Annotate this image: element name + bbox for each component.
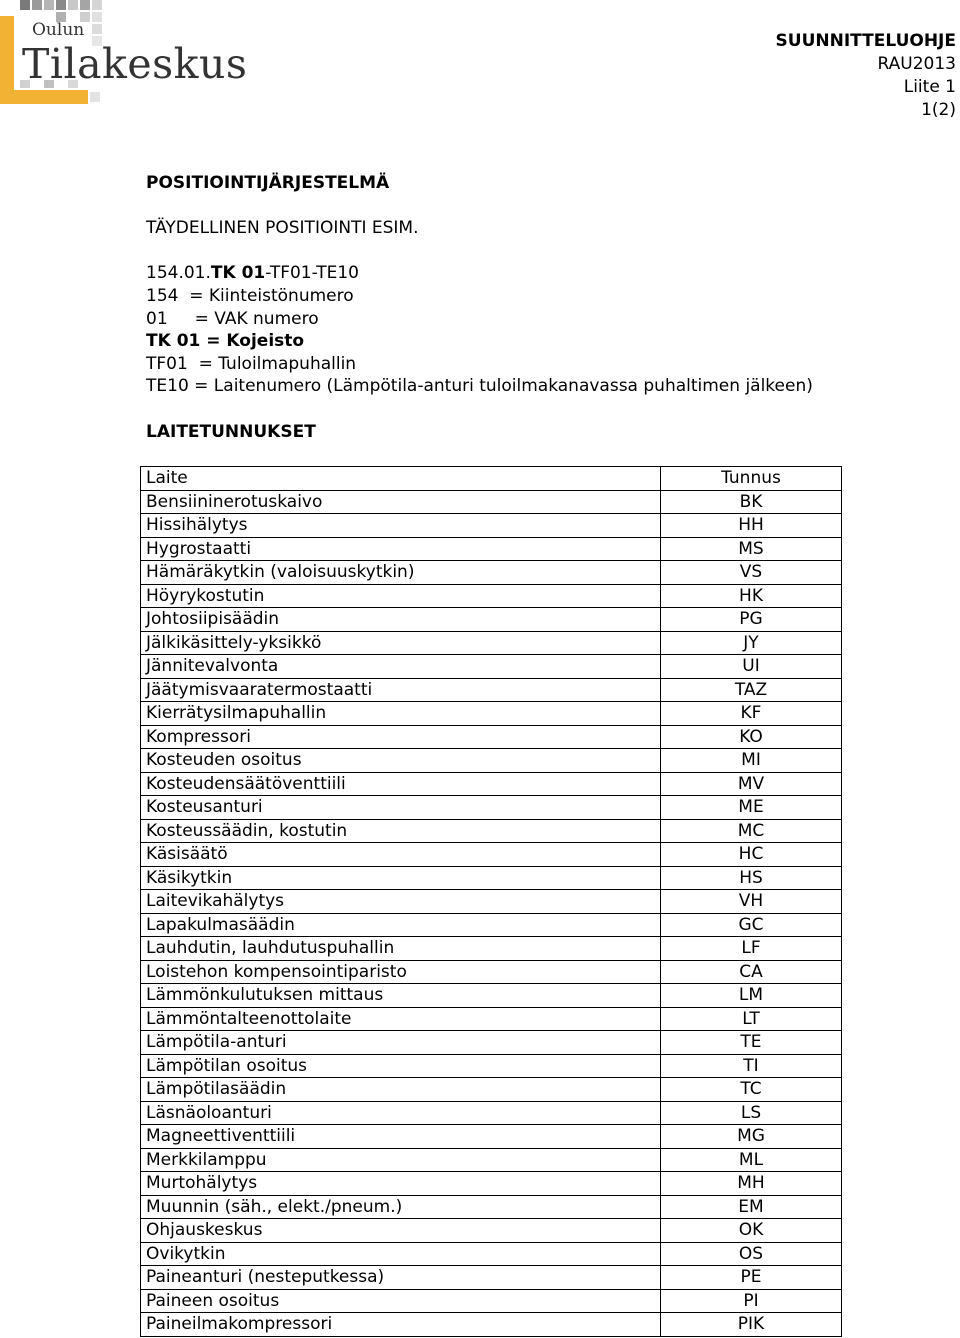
main-content xyxy=(146,172,813,443)
device-code: MH xyxy=(661,1172,842,1196)
device-code: MI xyxy=(661,749,842,773)
device-code: ML xyxy=(661,1148,842,1172)
device-code: MV xyxy=(661,772,842,796)
device-code: CA xyxy=(661,960,842,984)
table-row xyxy=(141,1266,842,1290)
table-row xyxy=(141,1219,842,1243)
device-code: VH xyxy=(661,890,842,914)
device-name: Käsikytkin xyxy=(141,866,661,890)
device-code: HK xyxy=(661,584,842,608)
device-name: Lämmönkulutuksen mittaus xyxy=(141,984,661,1008)
table-row xyxy=(141,655,842,679)
table-row xyxy=(141,937,842,961)
example-code xyxy=(146,262,813,285)
device-name: Hygrostaatti xyxy=(141,537,661,561)
device-code: KO xyxy=(661,725,842,749)
device-code: MS xyxy=(661,537,842,561)
device-name: Jäätymisvaaratermostaatti xyxy=(141,678,661,702)
device-name: Bensiininerotuskaivo xyxy=(141,490,661,514)
device-name: Kosteusanturi xyxy=(141,796,661,820)
table-row xyxy=(141,960,842,984)
device-code: LT xyxy=(661,1007,842,1031)
device-name: Laitevikahälytys xyxy=(141,890,661,914)
device-table xyxy=(140,466,842,1337)
table-row xyxy=(141,796,842,820)
table-row xyxy=(141,584,842,608)
doc-code: RAU2013 xyxy=(877,54,956,74)
device-code: PG xyxy=(661,608,842,632)
table-row xyxy=(141,843,842,867)
device-code: TAZ xyxy=(661,678,842,702)
device-code: LS xyxy=(661,1101,842,1125)
device-code: JY xyxy=(661,631,842,655)
device-name: Merkkilamppu xyxy=(141,1148,661,1172)
logo xyxy=(0,0,260,110)
device-code: HC xyxy=(661,843,842,867)
table-row xyxy=(141,725,842,749)
table-row xyxy=(141,631,842,655)
device-code: GC xyxy=(661,913,842,937)
device-code: PE xyxy=(661,1266,842,1290)
example-code-prefix: 154.01. xyxy=(146,263,211,284)
table-row xyxy=(141,1195,842,1219)
device-code: TE xyxy=(661,1031,842,1055)
page-title: POSITIOINTIJÄRJESTELMÄ xyxy=(146,173,390,193)
table-row xyxy=(141,490,842,514)
device-name: Kierrätysilmapuhallin xyxy=(141,702,661,726)
device-name: Paineanturi (nesteputkessa) xyxy=(141,1266,661,1290)
device-name: Ohjauskeskus xyxy=(141,1219,661,1243)
table-row xyxy=(141,1054,842,1078)
table-row xyxy=(141,678,842,702)
attachment-label: Liite 1 xyxy=(903,77,956,97)
device-code: LM xyxy=(661,984,842,1008)
device-code: VS xyxy=(661,561,842,585)
table-row xyxy=(141,702,842,726)
table-row xyxy=(141,819,842,843)
devices-heading: LAITETUNNUKSET xyxy=(146,421,316,442)
table-row xyxy=(141,608,842,632)
device-name: Lämpötilan osoitus xyxy=(141,1054,661,1078)
device-code: LF xyxy=(661,937,842,961)
table-row xyxy=(141,1313,842,1337)
example-line: TE10 = Laitenumero (Lämpötila-anturi tuloilmakanavassa puhaltimen jälkeen) xyxy=(146,376,813,397)
device-name: Ovikytkin xyxy=(141,1242,661,1266)
device-code: OS xyxy=(661,1242,842,1266)
table-row xyxy=(141,984,842,1008)
table-row xyxy=(141,749,842,773)
table-row xyxy=(141,1289,842,1313)
table-row xyxy=(141,1007,842,1031)
doc-type: SUUNNITTELUOHJE xyxy=(775,31,956,51)
table-row xyxy=(141,1101,842,1125)
device-name: Murtohälytys xyxy=(141,1172,661,1196)
device-name: Höyrykostutin xyxy=(141,584,661,608)
device-name: Kosteussäädin, kostutin xyxy=(141,819,661,843)
device-code: OK xyxy=(661,1219,842,1243)
table-row xyxy=(141,866,842,890)
table-row xyxy=(141,772,842,796)
device-name: Kosteudensäätöventtiili xyxy=(141,772,661,796)
device-code: PI xyxy=(661,1289,842,1313)
table-row xyxy=(141,1242,842,1266)
device-name: Jälkikäsittely-yksikkö xyxy=(141,631,661,655)
example-line: TF01 = Tuloilmapuhallin xyxy=(146,353,357,374)
device-name: Johtosiipisäädin xyxy=(141,608,661,632)
document-header xyxy=(776,30,956,122)
logo-text-tilakeskus: Tilakeskus xyxy=(22,40,248,88)
example-line: TK 01 = Kojeisto xyxy=(146,331,305,352)
table-row xyxy=(141,514,842,538)
device-code: MC xyxy=(661,819,842,843)
example-code-bold: TK 01 xyxy=(210,263,266,284)
device-code: TI xyxy=(661,1054,842,1078)
device-name: Lauhdutin, lauhdutuspuhallin xyxy=(141,937,661,961)
table-row xyxy=(141,1125,842,1149)
device-name: Lämmöntalteenottolaite xyxy=(141,1007,661,1031)
device-code: EM xyxy=(661,1195,842,1219)
device-code: PIK xyxy=(661,1313,842,1337)
device-code: ME xyxy=(661,796,842,820)
header-code: Tunnus xyxy=(661,467,842,491)
table-row xyxy=(141,890,842,914)
device-name: Paineilmakompressori xyxy=(141,1313,661,1337)
device-code: TC xyxy=(661,1078,842,1102)
device-name: Kompressori xyxy=(141,725,661,749)
page-number: 1(2) xyxy=(921,100,956,120)
table-row xyxy=(141,561,842,585)
device-name: Muunnin (säh., elekt./pneum.) xyxy=(141,1195,661,1219)
device-name: Magneettiventtiili xyxy=(141,1125,661,1149)
table-row xyxy=(141,1172,842,1196)
device-name: Käsisäätö xyxy=(141,843,661,867)
device-code: HH xyxy=(661,514,842,538)
device-name: Kosteuden osoitus xyxy=(141,749,661,773)
table-row xyxy=(141,1148,842,1172)
table-row xyxy=(141,1031,842,1055)
device-name: Lämpötilasäädin xyxy=(141,1078,661,1102)
device-name: Loistehon kompensointiparisto xyxy=(141,960,661,984)
device-code: HS xyxy=(661,866,842,890)
device-code: KF xyxy=(661,702,842,726)
device-name: Lämpötila-anturi xyxy=(141,1031,661,1055)
subtitle: TÄYDELLINEN POSITIOINTI ESIM. xyxy=(146,218,419,239)
table-row xyxy=(141,913,842,937)
logo-text-oulun: Oulun xyxy=(32,20,85,40)
device-code: UI xyxy=(661,655,842,679)
example-line: 154 = Kiinteistönumero xyxy=(146,285,354,306)
device-code: MG xyxy=(661,1125,842,1149)
device-name: Hissihälytys xyxy=(141,514,661,538)
example-code-suffix: -TF01-TE10 xyxy=(265,263,359,284)
table-header-row xyxy=(141,467,842,491)
device-name: Hämäräkytkin (valoisuuskytkin) xyxy=(141,561,661,585)
device-name: Läsnäoloanturi xyxy=(141,1101,661,1125)
device-name: Lapakulmasäädin xyxy=(141,913,661,937)
device-name: Paineen osoitus xyxy=(141,1289,661,1313)
example-line: 01 = VAK numero xyxy=(146,308,319,329)
device-name: Jännitevalvonta xyxy=(141,655,661,679)
table-row xyxy=(141,537,842,561)
header-device: Laite xyxy=(141,467,661,491)
device-code: BK xyxy=(661,490,842,514)
table-row xyxy=(141,1078,842,1102)
